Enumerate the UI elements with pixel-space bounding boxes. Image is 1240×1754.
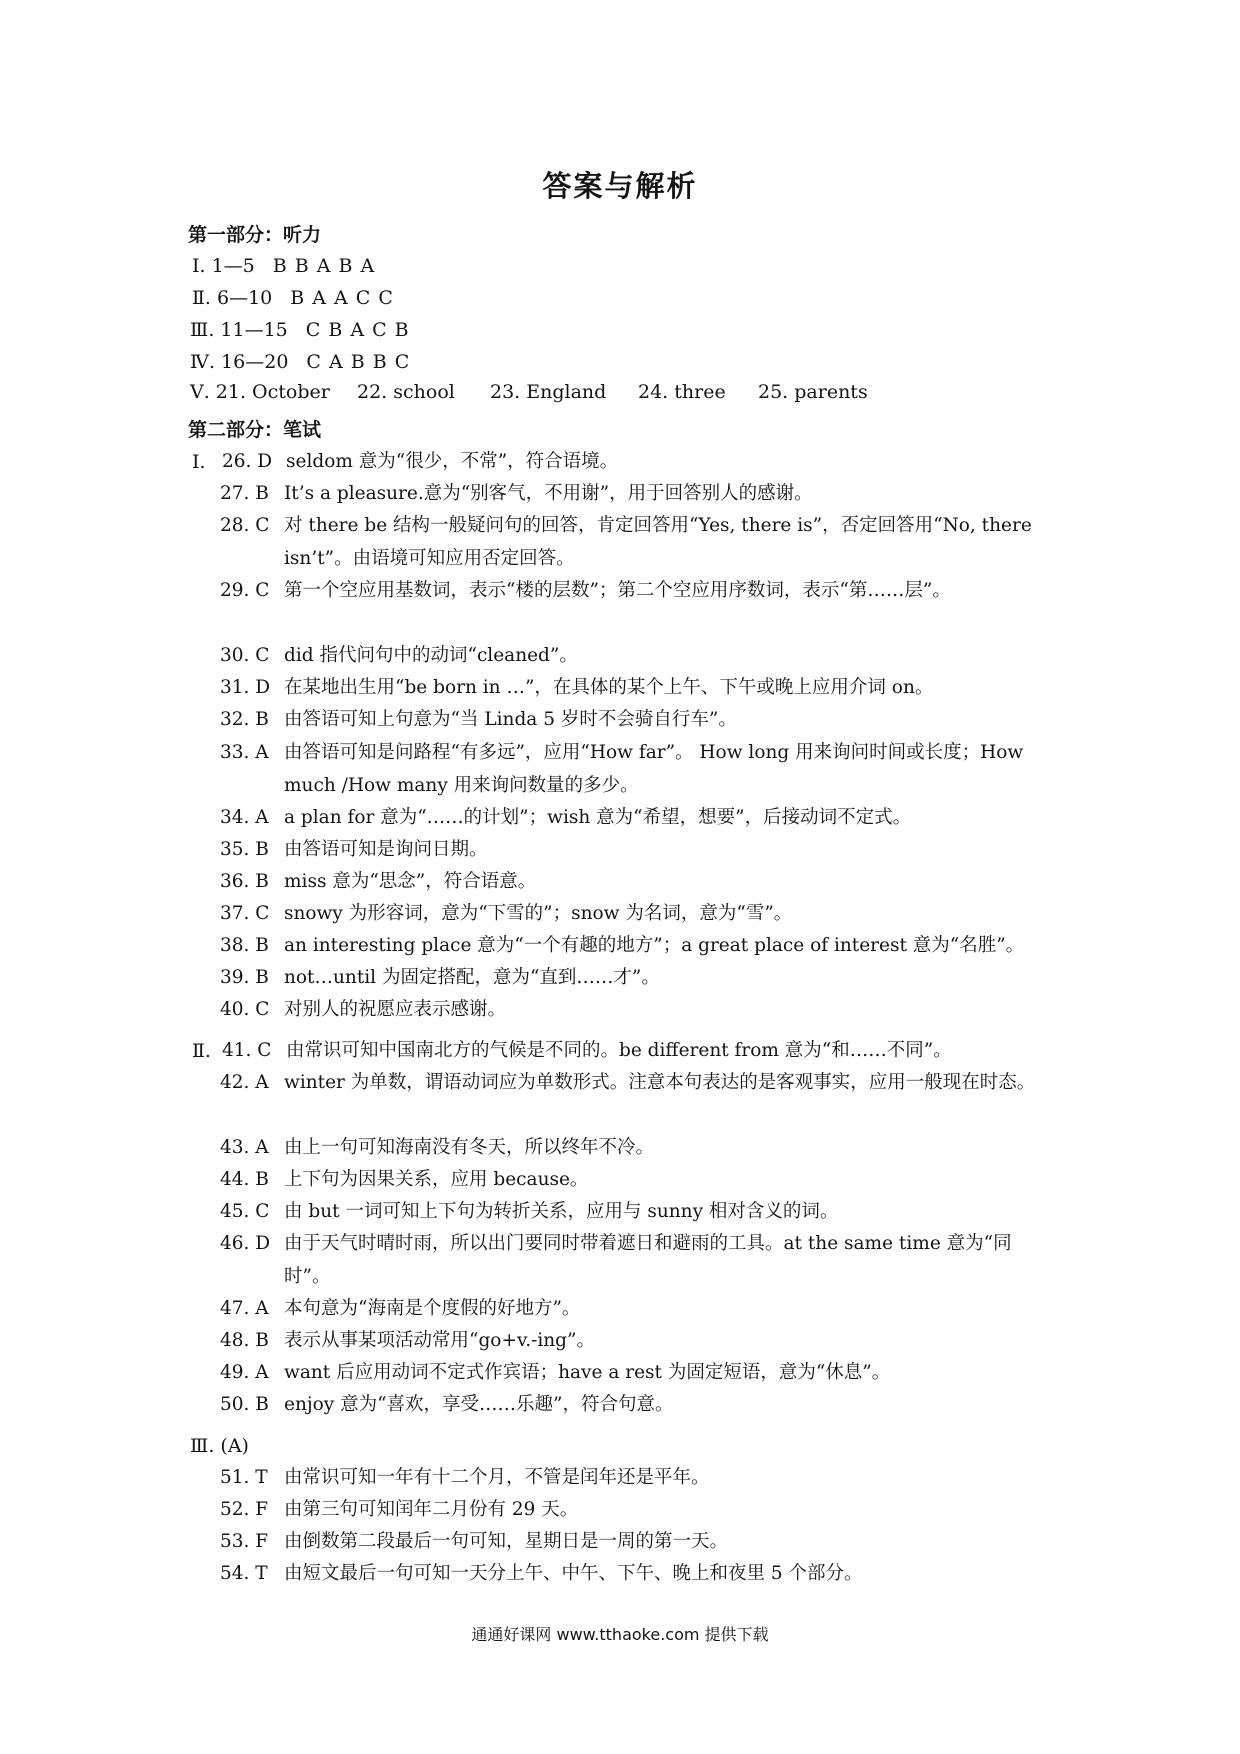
- listening-row-5-item: 23. England: [490, 381, 607, 403]
- row-answers: C A B B C: [306, 351, 411, 373]
- listening-row-1: [192, 250, 375, 282]
- item-number: 54. T: [220, 1563, 268, 1584]
- item-explanation: an interesting place 意为“一个有趣的地方”；a great place of interest 意为“名胜”。: [284, 935, 1025, 956]
- item-number: 39. B: [220, 967, 269, 988]
- item-explanation: 由答语可知上句意为“当 Linda 5 岁时不会骑自行车”。: [284, 709, 737, 730]
- item-number: 48. B: [220, 1330, 269, 1351]
- item-explanation: 对 there be 结构一般疑问句的回答，肯定回答用“Yes, there is”，否定回答用“No, there isn’t”。由语境可知应用否定回答。: [284, 515, 1032, 569]
- group-marker-3: Ⅲ. (A): [190, 1435, 249, 1457]
- item-number: 44. B: [220, 1169, 269, 1190]
- item-number: 43. A: [220, 1137, 269, 1158]
- row-answers: B B A B A: [272, 255, 376, 277]
- item-number: 49. A: [220, 1362, 269, 1383]
- item-number: 42. A: [220, 1072, 269, 1093]
- item-number: 38. B: [220, 935, 269, 956]
- item-explanation: 由答语可知是问路程“有多远”，应用“How far”。 How long 用来询问时间或长度；How much /How many 用来询问数量的多少。: [284, 742, 1024, 796]
- row-label: Ⅲ. 11—15: [190, 319, 288, 341]
- item-explanation: 由上一句可知海南没有冬天，所以终年不冷。: [284, 1137, 655, 1158]
- item-number: 27. B: [220, 483, 269, 504]
- row-label: Ⅱ. 6—10: [192, 287, 273, 309]
- item-number: 30. C: [220, 645, 270, 666]
- listening-row-3: [190, 314, 410, 346]
- item-explanation: 由常识可知中国南北方的气候是不同的。be different from 意为“和……不同”。: [286, 1040, 952, 1061]
- item-number: 28. C: [220, 515, 270, 536]
- listening-row-5-item: 25. parents: [758, 381, 868, 403]
- listening-row-4: [190, 346, 410, 378]
- item-number: 36. B: [220, 871, 269, 892]
- item-explanation: 由答语可知是询问日期。: [284, 839, 488, 860]
- item-explanation: did 指代问句中的动词“cleaned”。: [284, 645, 578, 666]
- item-number: 46. D: [220, 1233, 271, 1254]
- item-number: 53. F: [220, 1531, 269, 1552]
- item-number: 45. C: [220, 1201, 270, 1222]
- item-explanation: It’s a pleasure.意为“别客气，不用谢”，用于回答别人的感谢。: [284, 483, 813, 504]
- item-explanation: not…until 为固定搭配，意为“直到……才”。: [284, 967, 660, 988]
- item-number: 35. B: [220, 839, 269, 860]
- part1-heading: 第一部分：听力: [188, 224, 322, 246]
- item-explanation: 在某地出生用“be born in …”，在具体的某个上午、下午或晚上应用介词 on。: [284, 677, 934, 698]
- item-number: 47. A: [220, 1298, 269, 1319]
- group-marker-1: Ⅰ.: [192, 451, 206, 473]
- listening-row-5-item: 24. three: [638, 381, 726, 403]
- item-number: 29. C: [220, 580, 270, 601]
- listening-row-2: [192, 282, 394, 314]
- part2-heading: 第二部分：笔试: [188, 419, 322, 441]
- item-explanation: 由第三句可知闰年二月份有 29 天。: [284, 1499, 579, 1520]
- item-explanation: 上下句为因果关系，应用 because。: [284, 1169, 589, 1190]
- item-explanation: 由 but 一词可知上下句为转折关系，应用与 sunny 相对含义的词。: [284, 1201, 839, 1222]
- item-number: 51. T: [220, 1467, 268, 1488]
- item-number: 26. D: [222, 451, 273, 472]
- listening-row-5-item: 22. school: [357, 381, 455, 403]
- item-number: 40. C: [220, 999, 270, 1020]
- footer: 通通好课网 www.tthaoke.com 提供下载: [471, 1625, 769, 1644]
- group-marker-2: Ⅱ.: [192, 1040, 211, 1062]
- item-explanation: miss 意为“思念”，符合语意。: [284, 871, 537, 892]
- listening-row-5-first: Ⅴ. 21. October: [190, 381, 330, 403]
- item-explanation: 第一个空应用基数词，表示“楼的层数”；第二个空应用序数词，表示“第……层”。: [284, 580, 951, 601]
- item-explanation: 表示从事某项活动常用“go+v.-ing”。: [284, 1330, 595, 1351]
- item-explanation: 对别人的祝愿应表示感谢。: [284, 999, 507, 1020]
- item-number: 37. C: [220, 903, 270, 924]
- item-explanation: 由于天气时晴时雨，所以出门要同时带着遮日和避雨的工具。at the same time 意为“同时”。: [284, 1233, 1012, 1287]
- item-number: 31. D: [220, 677, 271, 698]
- row-answers: B A A C C: [290, 287, 394, 309]
- item-number: 52. F: [220, 1499, 269, 1520]
- item-explanation: snowy 为形容词，意为“下雪的”；snow 为名词，意为“雪”。: [284, 903, 793, 924]
- page-title: 答案与解析: [542, 169, 698, 203]
- item-explanation: want 后应用动词不定式作宾语；have a rest 为固定短语，意为“休息”。: [284, 1362, 891, 1383]
- row-label: Ⅳ. 16—20: [190, 351, 289, 373]
- item-explanation: a plan for 意为“……的计划”；wish 意为“希望，想要”，后接动词不定式。: [284, 807, 912, 828]
- row-answers: C B A C B: [305, 319, 410, 341]
- item-number: 33. A: [220, 742, 269, 763]
- item-number: 32. B: [220, 709, 269, 730]
- item-explanation: 由短文最后一句可知一天分上午、中午、下午、晚上和夜里 5 个部分。: [284, 1563, 863, 1584]
- item-explanation: 由常识可知一年有十二个月，不管是闰年还是平年。: [284, 1467, 710, 1488]
- item-number: 50. B: [220, 1394, 269, 1415]
- item-explanation: winter 为单数，谓语动词应为单数形式。注意本句表达的是客观事实，应用一般现在时态。: [284, 1072, 1036, 1093]
- row-label: Ⅰ. 1—5: [192, 255, 255, 277]
- item-number: 34. A: [220, 807, 269, 828]
- item-explanation: 本句意为“海南是个度假的好地方”。: [284, 1298, 581, 1319]
- item-number: 41. C: [222, 1040, 272, 1061]
- item-explanation: 由倒数第二段最后一句可知，星期日是一周的第一天。: [284, 1531, 729, 1552]
- item-explanation: seldom 意为“很少，不常”，符合语境。: [286, 451, 619, 472]
- item-explanation: enjoy 意为“喜欢，享受……乐趣”，符合句意。: [284, 1394, 674, 1415]
